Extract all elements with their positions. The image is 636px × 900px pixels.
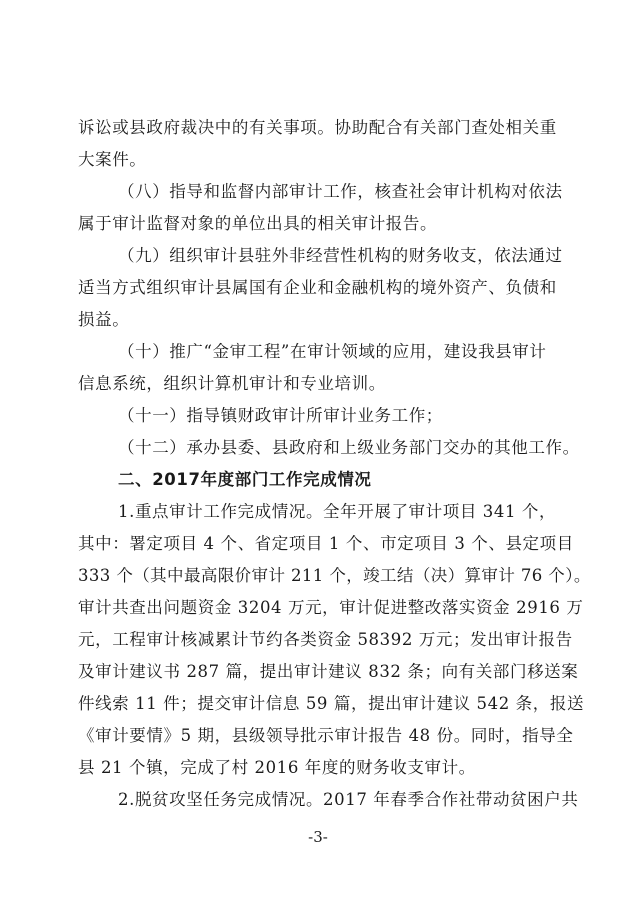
body-text-line: 适当方式组织审计县属国有企业和金融机构的境外资产、负债和 xyxy=(78,278,557,297)
body-text-line: 2.脱贫攻坚任务完成情况。2017 年春季合作社带动贫困户共 xyxy=(118,790,579,809)
body-text-line: 属于审计监督对象的单位出具的相关审计报告。 xyxy=(78,214,438,233)
body-text-line: （十二）承办县委、县政府和上级业务部门交办的其他工作。 xyxy=(118,438,580,457)
body-text-line: 审计共查出问题资金 3204 万元，审计促进整改落实资金 2916 万 xyxy=(78,598,584,617)
body-text-line: 1.重点审计工作完成情况。全年开展了审计项目 341 个， xyxy=(118,502,557,521)
body-text-line: 县 21 个镇，完成了村 2016 年度的财务收支审计。 xyxy=(78,758,476,777)
page-number: -3- xyxy=(308,828,328,846)
body-text-line: 信息系统，组织计算机审计和专业培训。 xyxy=(78,374,386,393)
body-text-line: 其中：署定项目 4 个、省定项目 1 个、市定项目 3 个、县定项目 xyxy=(78,534,574,553)
body-text-line: 件线索 11 件；提交审计信息 59 篇，提出审计建议 542 条，报送 xyxy=(78,694,585,713)
body-text-line: （九）组织审计县驻外非经营性机构的财务收支，依法通过 xyxy=(118,246,563,265)
body-text-line: 损益。 xyxy=(78,310,130,329)
body-text-line: 及审计建议书 287 篇，提出审计建议 832 条；向有关部门移送案 xyxy=(78,662,579,681)
body-text-line: 诉讼或县政府裁决中的有关事项。协助配合有关部门查处相关重 xyxy=(78,118,557,137)
section-heading: 二、2017年度部门工作完成情况 xyxy=(118,470,372,489)
body-text-line: 《审计要情》5 期，县级领导批示审计报告 48 份。同时，指导全 xyxy=(78,726,574,745)
body-text-line: （十一）指导镇财政审计所审计业务工作； xyxy=(118,406,443,425)
body-text-line: 元，工程审计核减累计节约各类资金 58392 万元；发出审计报告 xyxy=(78,630,573,649)
body-text-line: （十）推广“金审工程”在审计领域的应用，建设我县审计 xyxy=(118,342,547,361)
body-text-line: 333 个（其中最高限价审计 211 个，竣工结（决）算审计 76 个）。 xyxy=(78,566,591,585)
body-text-line: 大案件。 xyxy=(78,150,147,169)
body-text-line: （八）指导和监督内部审计工作，核查社会审计机构对依法 xyxy=(118,182,563,201)
